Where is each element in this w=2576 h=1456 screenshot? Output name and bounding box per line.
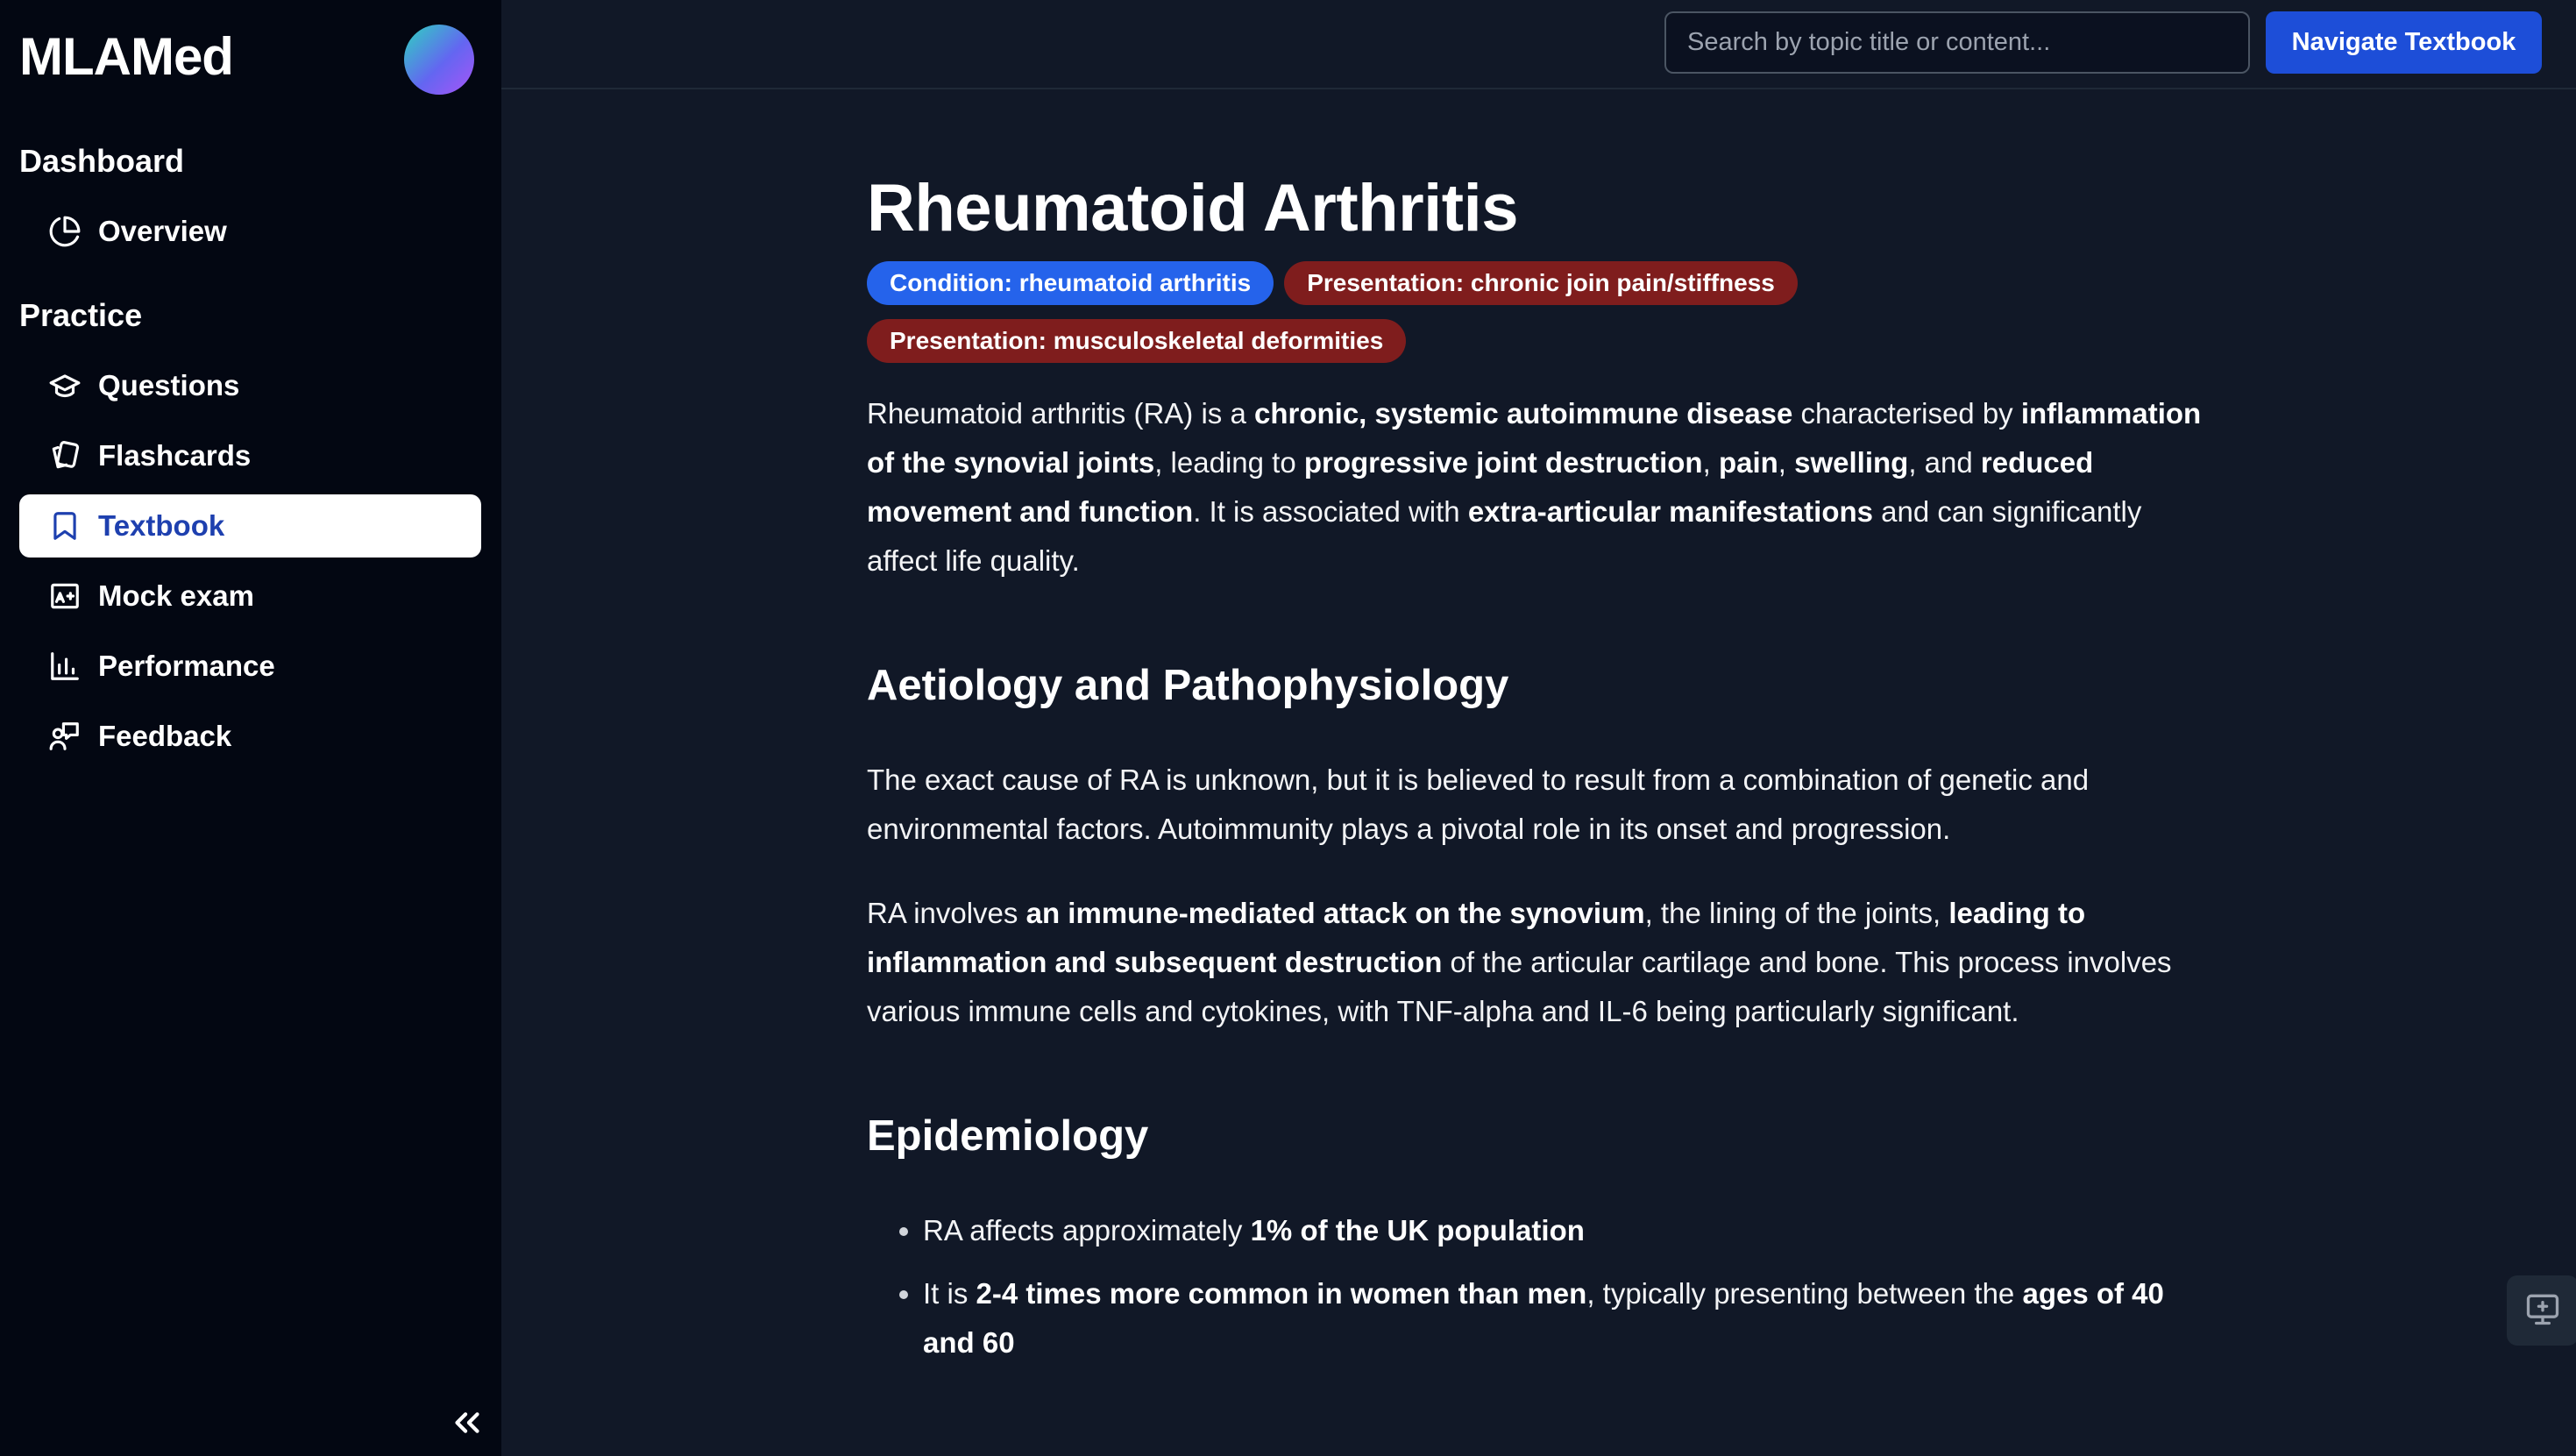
collapse-sidebar-icon[interactable] bbox=[447, 1403, 487, 1443]
bar-chart-icon bbox=[47, 649, 82, 684]
navigate-textbook-button[interactable]: Navigate Textbook bbox=[2266, 11, 2542, 74]
sidebar-item-label: Feedback bbox=[98, 720, 232, 752]
top-bar bbox=[501, 0, 2576, 89]
add-note-button[interactable] bbox=[2507, 1275, 2576, 1346]
tag-presentation[interactable]: Presentation: chronic join pain/stiffness bbox=[1284, 261, 1798, 305]
section-title-practice: Practice bbox=[19, 297, 143, 333]
tag-list bbox=[867, 261, 1831, 377]
tag-presentation[interactable]: Presentation: musculoskeletal deformities bbox=[867, 319, 1406, 363]
avatar[interactable] bbox=[404, 25, 474, 95]
sidebar-item-label: Performance bbox=[98, 650, 275, 682]
sidebar-item-feedback[interactable] bbox=[19, 705, 481, 768]
page-title: Rheumatoid Arthritis bbox=[867, 171, 1518, 245]
list-item: • It is 2-4 times more common in women than men, typically presenting between the ages of 40 and 60 bbox=[923, 1269, 2217, 1367]
sidebar-item-questions[interactable] bbox=[19, 354, 481, 417]
bookmark-icon bbox=[47, 508, 82, 543]
pie-chart-icon bbox=[47, 214, 82, 249]
section-heading-aetiology: Aetiology and Pathophysiology bbox=[867, 662, 1509, 709]
sidebar-item-flashcards[interactable] bbox=[19, 424, 481, 487]
sidebar-item-label: Overview bbox=[98, 215, 227, 247]
graduation-cap-icon bbox=[47, 368, 82, 403]
feedback-icon bbox=[47, 719, 82, 754]
sidebar bbox=[0, 0, 501, 1456]
sidebar-item-label: Flashcards bbox=[98, 439, 252, 472]
sidebar-item-mock-exam[interactable] bbox=[19, 565, 481, 628]
aetiology-paragraph-2: RA involves an immune-mediated attack on the synovium, the lining of the joints, leading to inflammation and subsequent destruction of the articular cartilage and bone. This process involves various immune cells and cytokines, with TNF-alpha and IL-6 being particularly significant. bbox=[867, 897, 2172, 1027]
cards-icon bbox=[47, 438, 82, 473]
sidebar-item-label: Textbook bbox=[98, 509, 225, 542]
app-logo[interactable]: MLAMed bbox=[19, 27, 233, 86]
sidebar-item-overview[interactable] bbox=[19, 200, 481, 263]
section-title-dashboard: Dashboard bbox=[19, 143, 185, 179]
tag-condition[interactable]: Condition: rheumatoid arthritis bbox=[867, 261, 1274, 305]
search-input[interactable] bbox=[1664, 11, 2250, 74]
article bbox=[867, 163, 2217, 1381]
aetiology-paragraph-1: The exact cause of RA is unknown, but it is believed to result from a combination of genetic and environmental factors. Autoimmunity plays a pivotal role in its onset and progression. bbox=[867, 764, 2090, 845]
section-heading-epidemiology: Epidemiology bbox=[867, 1112, 1149, 1160]
sidebar-item-label: Mock exam bbox=[98, 579, 254, 612]
sidebar-item-label: Questions bbox=[98, 369, 240, 401]
sidebar-item-textbook[interactable] bbox=[19, 494, 481, 558]
intro-paragraph: Rheumatoid arthritis (RA) is a chronic, systemic autoimmune disease characterised by inflammation of the synovial joints, leading to progressive joint destruction, pain, swelling, and reduced movement and function. It is associated with extra-articular manifestations and can significantly affect life quality. bbox=[867, 397, 2202, 577]
sidebar-item-performance[interactable] bbox=[19, 635, 481, 698]
exam-icon bbox=[47, 579, 82, 614]
epidemiology-list bbox=[867, 1206, 2217, 1367]
list-item: • RA affects approximately 1% of the UK population bbox=[923, 1206, 2217, 1255]
add-note-icon bbox=[2523, 1289, 2562, 1332]
